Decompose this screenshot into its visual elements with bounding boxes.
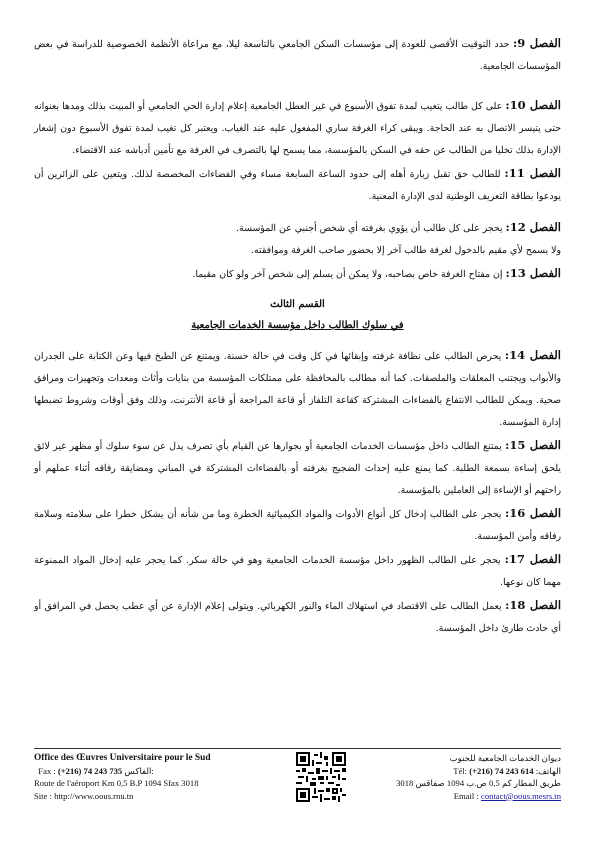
article-label: الفصل 17:: [504, 552, 562, 566]
article-label: الفصل 9:: [512, 36, 561, 50]
footer-fax-line: [34, 765, 269, 778]
article-text: إن مفتاح الغرفة خاص بصاحبه، ولا يمكن أن يسلم إلى شخص آخر ولو كان مقيما.: [192, 269, 503, 280]
article-label: الفصل 10:: [505, 98, 562, 112]
footer-fax-label-ar: الفاكس:: [124, 765, 154, 776]
footer-email-link[interactable]: contact@oous.mesrs.tn: [481, 790, 561, 801]
footer-site-line: [34, 790, 269, 803]
article-17: [34, 548, 561, 594]
article-label: الفصل 13:: [505, 266, 561, 280]
article-10: [34, 94, 561, 162]
footer-email-label: Email :: [453, 790, 479, 801]
article-15: [34, 434, 561, 502]
article-text: يعمل الطالب على الاقتصاد في استهلاك الماء والنور الكهربائي. ويتولى إعلام الإدارة عن أي عطب يحصل في المرافق أو أي حادث طارئ داخل المؤسسة.: [34, 601, 561, 634]
article-label: الفصل 14:: [504, 348, 561, 362]
article-18: [34, 594, 561, 640]
article-text: يحجر على كل طالب أن يؤوي بغرفته أي شخص أجنبي عن المؤسسة.: [236, 223, 503, 234]
section-title: القسم الثالث: [270, 299, 325, 310]
section-subtitle: في سلوك الطالب داخل مؤسسة الخدمات الجامعية: [191, 320, 404, 331]
footer-tel-line: [326, 765, 561, 778]
article-16: [34, 502, 561, 548]
footer-fax-number: (+216) 74 243 735: [57, 765, 123, 776]
article-text: يحجر على الطالب إدخال كل أنواع الأدوات والمواد الكيميائية الخطرة وما من شأنه أن يشكل خطرا على سلامته وسلامة رفاقه وأمن المؤسسة.: [34, 509, 561, 542]
footer-email-line: [326, 790, 561, 803]
article-text: يحرص الطالب على نظافة غرفته وإبقائها في كل وقت في حالة حسنة. ويمتنع عن الطبخ فيها وعن الكتابة على الجدران والأبواب ويجتنب المعلقات والملصقات. كما أنه مطالب بالمحافظة على ممتلكات المؤسسة من بنايات وأثاث ومعدات وتجهيزات ومرافق صحية. ويمكن للطالب الانتفاع بالفضاءات المشتركة كقاعة التلفاز أو قاعة المراجعة أو قاعة الأنترنت، وذلك وفق أوقات وشروط تضبطها إدارة المؤسسة.: [34, 351, 561, 428]
footer-address-ar: طريق المطار كم 0,5 ص.ب 1094 صفاقس 3018: [396, 778, 561, 788]
article-12: [34, 216, 561, 240]
article-label: الفصل 12:: [505, 220, 561, 234]
article-11: [34, 162, 561, 208]
article-text: للطالب حق تقبل زيارة أهله إلى حدود الساعة السابعة مساء وفي الفضاءات المخصصة لذلك. ويتعين على الزائرين أن يودعوا بطاقة التعريف الوطنية لدى الإدارة المعنية.: [34, 169, 561, 202]
footer-org-name-fr: Office des Œuvres Universitaire pour le Sud: [34, 753, 211, 763]
footer-address-fr: Route de l'aéroport Km 0,5 B.P 1094 Sfax 3018: [34, 778, 199, 788]
article-13: [34, 262, 561, 286]
article-text: على كل طالب يتغيب لمدة تفوق الأسبوع في غير العطل الجامعية إعلام إدارة الحي الجامعي أو المبيت بذلك ومدها بعنوانه حتى يتيسر الاتصال به عند الحاجة. ويبقى كراء الغرفة ساري المفعول عليه عند الغياب. ويعتبر كل تغيب لمدة تفوق الأسبوع دون إشعار الإدارة بذلك تخليا من الطالب عن حقه في السكن بالمؤسسة، مما يسمح لها بالتصرف في الغرفة مع تأمين أدباشه عند الاقتضاء.: [34, 101, 561, 156]
footer-site-url[interactable]: http://www.oous.rnu.tn: [54, 790, 134, 801]
article-14: [34, 344, 561, 434]
footer-french-contact: [34, 752, 269, 802]
article-label: الفصل 15:: [505, 438, 562, 452]
article-label: الفصل 18:: [505, 598, 562, 612]
footer-fax-label: Fax :: [38, 765, 56, 776]
article-9: [34, 32, 561, 78]
article-label: الفصل 11:: [504, 166, 561, 180]
article-label: الفصل 16:: [504, 506, 562, 520]
footer-tel-label: الهاتف: Tél:: [453, 765, 561, 776]
article-text: يمتنع الطالب داخل مؤسسات الخدمات الجامعية أو بجوارها عن القيام بأي تصرف يدل عن سوء سلوك أو مظهر غير لائق يلحق إساءة بسمعة الطلبة. كما يمنع عليه إحداث الضجيج بغرفته أو بالفضاءات المشتركة في المباني ومضايقة رفاقه أثناء عملهم أو راحتهم أو الإساءة إلى العاملين بالمؤسسة.: [34, 441, 561, 496]
footer-divider: [34, 748, 561, 749]
footer-site-label: Site :: [34, 790, 52, 801]
footer-arabic-contact: [326, 752, 561, 802]
article-text: يحجر على الطالب الظهور داخل مؤسسة الخدمات الجامعية وهو في حالة سكر. كما يحجر عليه إدخال المواد الممنوعة مهما كان نوعها.: [34, 555, 561, 588]
article-12-continued: ولا يسمح لأي مقيم بالدخول لغرفة طالب آخر إلا بحضور صاحب الغرفة وموافقته.: [251, 245, 561, 256]
article-text: حدد التوقيت الأقصى للعودة إلى مؤسسات السكن الجامعي بالتاسعة ليلا، مع مراعاة الأنظمة الخصوصية للدراسة في بعض المؤسسات الجامعية.: [34, 39, 561, 72]
footer-tel-number: (+216) 74 243 614: [469, 765, 534, 776]
footer-org-name-ar: ديوان الخدمات الجامعية للجنوب: [449, 753, 561, 763]
document-body: [34, 32, 561, 640]
page-footer: [34, 752, 561, 816]
